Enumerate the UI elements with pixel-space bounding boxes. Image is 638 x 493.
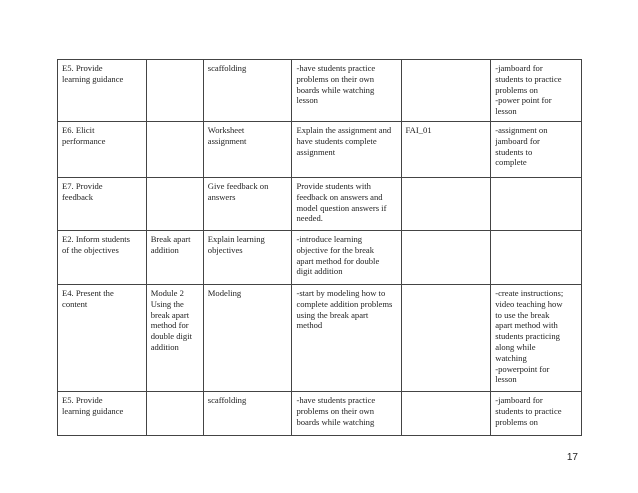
table-cell: Provide students with feedback on answers and model question answers if needed.	[292, 177, 401, 230]
table-cell: scaffolding	[203, 391, 292, 435]
table-cell: Module 2 Using the break apart method for double digit addition	[146, 284, 203, 391]
table-cell: E2. Inform students of the objectives	[58, 230, 147, 284]
table-row	[58, 391, 582, 435]
table-row	[58, 121, 582, 177]
table-cell: E6. Elicit performance	[58, 121, 147, 177]
table-cell: -have students practice problems on their own boards while watching	[292, 391, 401, 435]
table-cell: -introduce learning objective for the break apart method for double digit addition	[292, 230, 401, 284]
table-cell	[491, 177, 582, 230]
table-cell	[401, 284, 491, 391]
table-cell: Explain the assignment and have students complete assignment	[292, 121, 401, 177]
table-cell: Explain learning objectives	[203, 230, 292, 284]
table-cell	[146, 60, 203, 122]
table-cell	[146, 121, 203, 177]
table-cell	[401, 230, 491, 284]
table-cell	[401, 391, 491, 435]
table-cell: Worksheet assignment	[203, 121, 292, 177]
table-cell: scaffolding	[203, 60, 292, 122]
table-cell	[146, 177, 203, 230]
table-row	[58, 230, 582, 284]
table-cell: E5. Provide learning guidance	[58, 391, 147, 435]
table-row	[58, 177, 582, 230]
table-cell	[491, 230, 582, 284]
table-cell: Break apart addition	[146, 230, 203, 284]
table-cell: -have students practice problems on their own boards while watching lesson	[292, 60, 401, 122]
table-cell: FAI_01	[401, 121, 491, 177]
table-cell: E5. Provide learning guidance	[58, 60, 147, 122]
table-cell	[146, 391, 203, 435]
lesson-plan-table	[57, 59, 582, 436]
page-number: 17	[566, 452, 578, 463]
table-row	[58, 284, 582, 391]
table-cell: E4. Present the content	[58, 284, 147, 391]
table-cell: -jamboard for students to practice problems on -power point for lesson	[491, 60, 582, 122]
table-cell: -jamboard for students to practice problems on	[491, 391, 582, 435]
table-cell: E7. Provide feedback	[58, 177, 147, 230]
table-cell	[401, 177, 491, 230]
table-cell: Give feedback on answers	[203, 177, 292, 230]
table-cell: Modeling	[203, 284, 292, 391]
table-cell: -assignment on jamboard for students to complete	[491, 121, 582, 177]
table-cell	[401, 60, 491, 122]
table-row	[58, 60, 582, 122]
table-cell: -start by modeling how to complete addition problems using the break apart method	[292, 284, 401, 391]
table-cell: -create instructions; video teaching how to use the break apart method with students practicing along while watching -powerpoint for lesson	[491, 284, 582, 391]
